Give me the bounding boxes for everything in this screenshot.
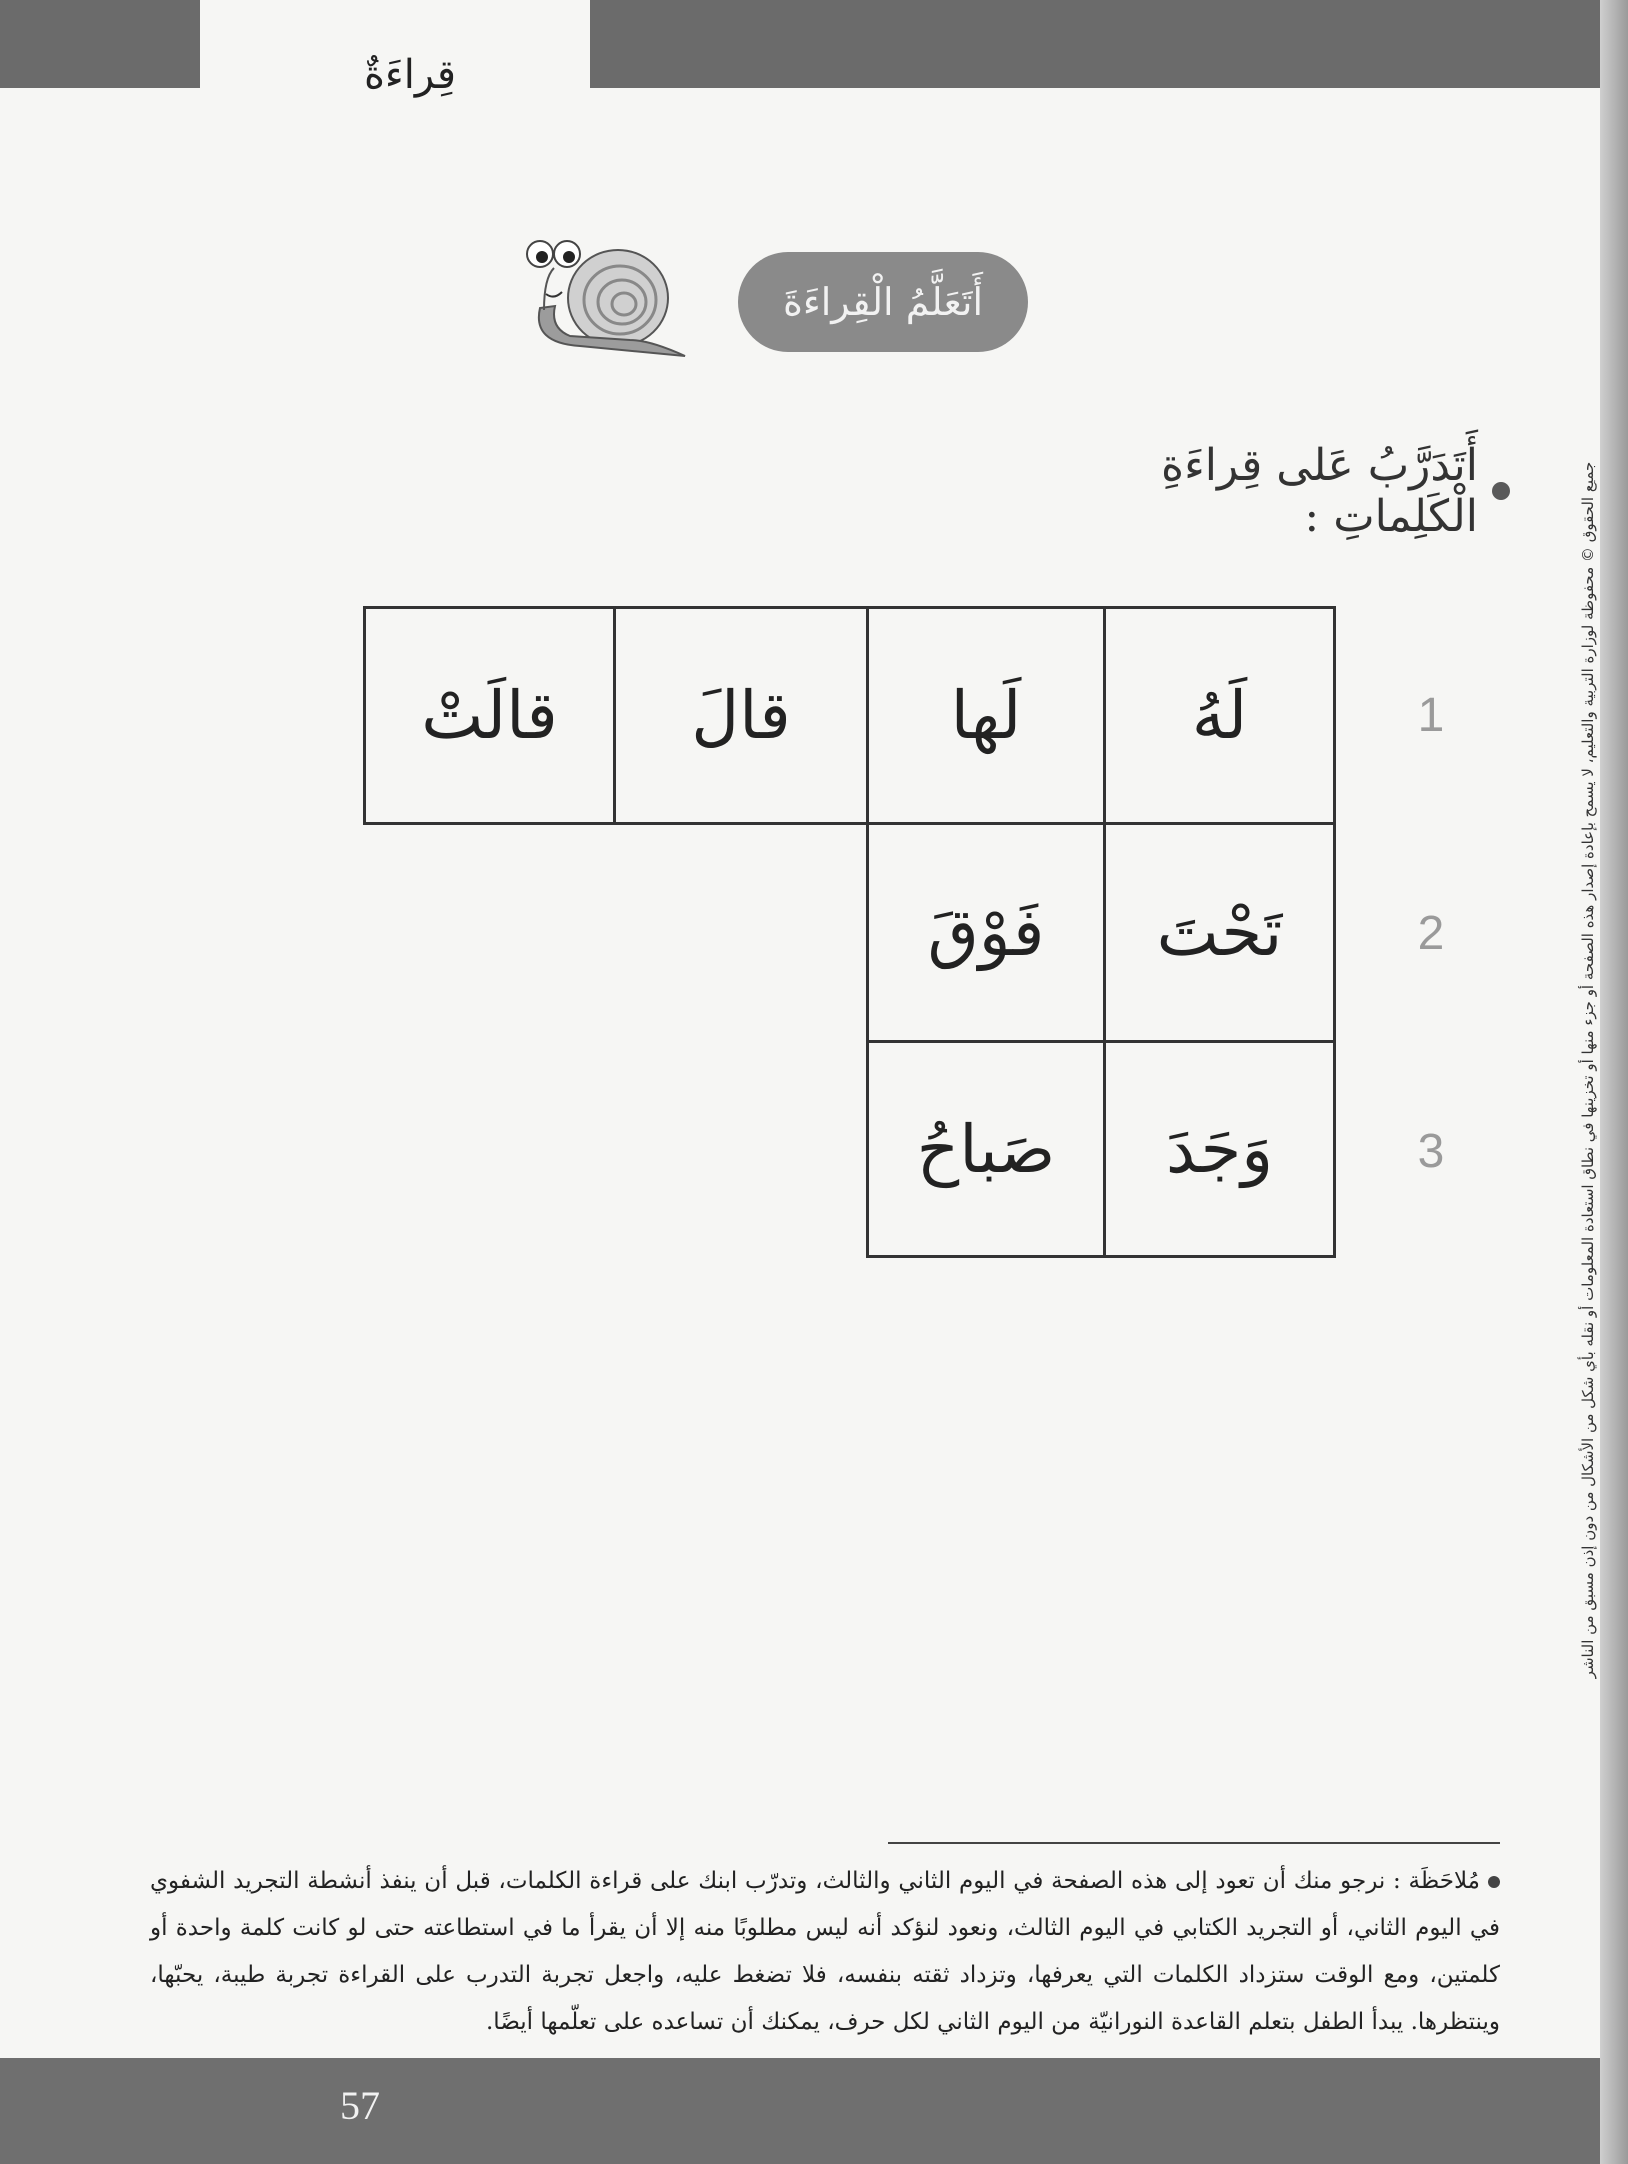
section-title: قِراءَةٌ [363,52,457,98]
note-text: نرجو منك أن تعود إلى هذه الصفحة في اليوم الثاني والثالث، وتدرّب ابنك على قراءة الكلمات، قبل أن ينفذ أنشطة التجريد الشفوي في اليوم الثاني، أو التجريد الكتابي في اليوم الثالث، ونعود لنؤكد أنه ليس مطلوبًا منه إلا أن يقرأ ما في استطاعته حتى لو كانت كلمة واحدة أو كلمتين، ومع الوقت ستزداد الكلمات التي يعرفها، وتزداد ثقته بنفسه، فلا تضغط عليه، واجعل تجربة التدرب على القراءة تجربة طيبة، يحبّها، وينتظرها. يبدأ الطفل بتعلم القاعدة النورانيّة من اليوم الثاني لكل حرف، يمكنك أن تساعده على تعلّمها أيضًا. [150,1868,1500,2035]
header-band-left [0,0,200,88]
page-fold-shadow [1600,0,1628,2164]
word-text: لَهُ [1191,677,1248,754]
footer-band [0,2058,1600,2164]
word-cell [613,606,869,825]
row-number: 2 [1417,907,1445,960]
word-text: فَوْقَ [927,894,1045,971]
word-cell [866,606,1106,825]
lesson-badge-text: أَتَعَلَّمُ الْقِراءَةَ [782,280,984,324]
word-cell [866,822,1106,1043]
bullet-icon [1492,482,1510,500]
row-number: 1 [1417,689,1445,742]
snail-illustration-icon [510,228,690,363]
instruction-heading [1030,440,1510,542]
word-cell [866,1040,1106,1258]
word-cell [1103,606,1336,825]
word-text: قالَتْ [421,677,558,754]
word-text: لَها [950,677,1022,754]
bullet-icon [1488,1876,1500,1888]
note-label: مُلاحَظَة : [1393,1868,1480,1894]
lesson-badge [738,252,1028,352]
row-number: 3 [1417,1125,1445,1178]
word-cell [363,606,616,825]
parent-note [150,1858,1500,2046]
word-cell [1103,1040,1336,1258]
copyright-notice: جميع الحقوق © محفوظة لوزارة التربية والتعليم، لا يسمح بإعادة إصدار هذه الصفحة أو جزء منها أو تخزينها في نطاق استعادة المعلومات أو نقله بأي شكل من الأشكال من دون إذن مسبق من الناشر [1579,461,1597,1679]
note-divider [888,1842,1500,1844]
instruction-text: أَتَدَرَّبُ عَلى قِراءَةِ الْكَلِماتِ : [1161,440,1478,542]
header-band-right [590,0,1600,88]
page-number: 57 [340,2083,380,2128]
word-text: تَحْتَ [1156,894,1283,971]
word-cell [1103,822,1336,1043]
word-text: وَجَدَ [1165,1110,1274,1188]
word-text: صَباحُ [916,1110,1056,1188]
word-text: قالَ [691,677,791,754]
